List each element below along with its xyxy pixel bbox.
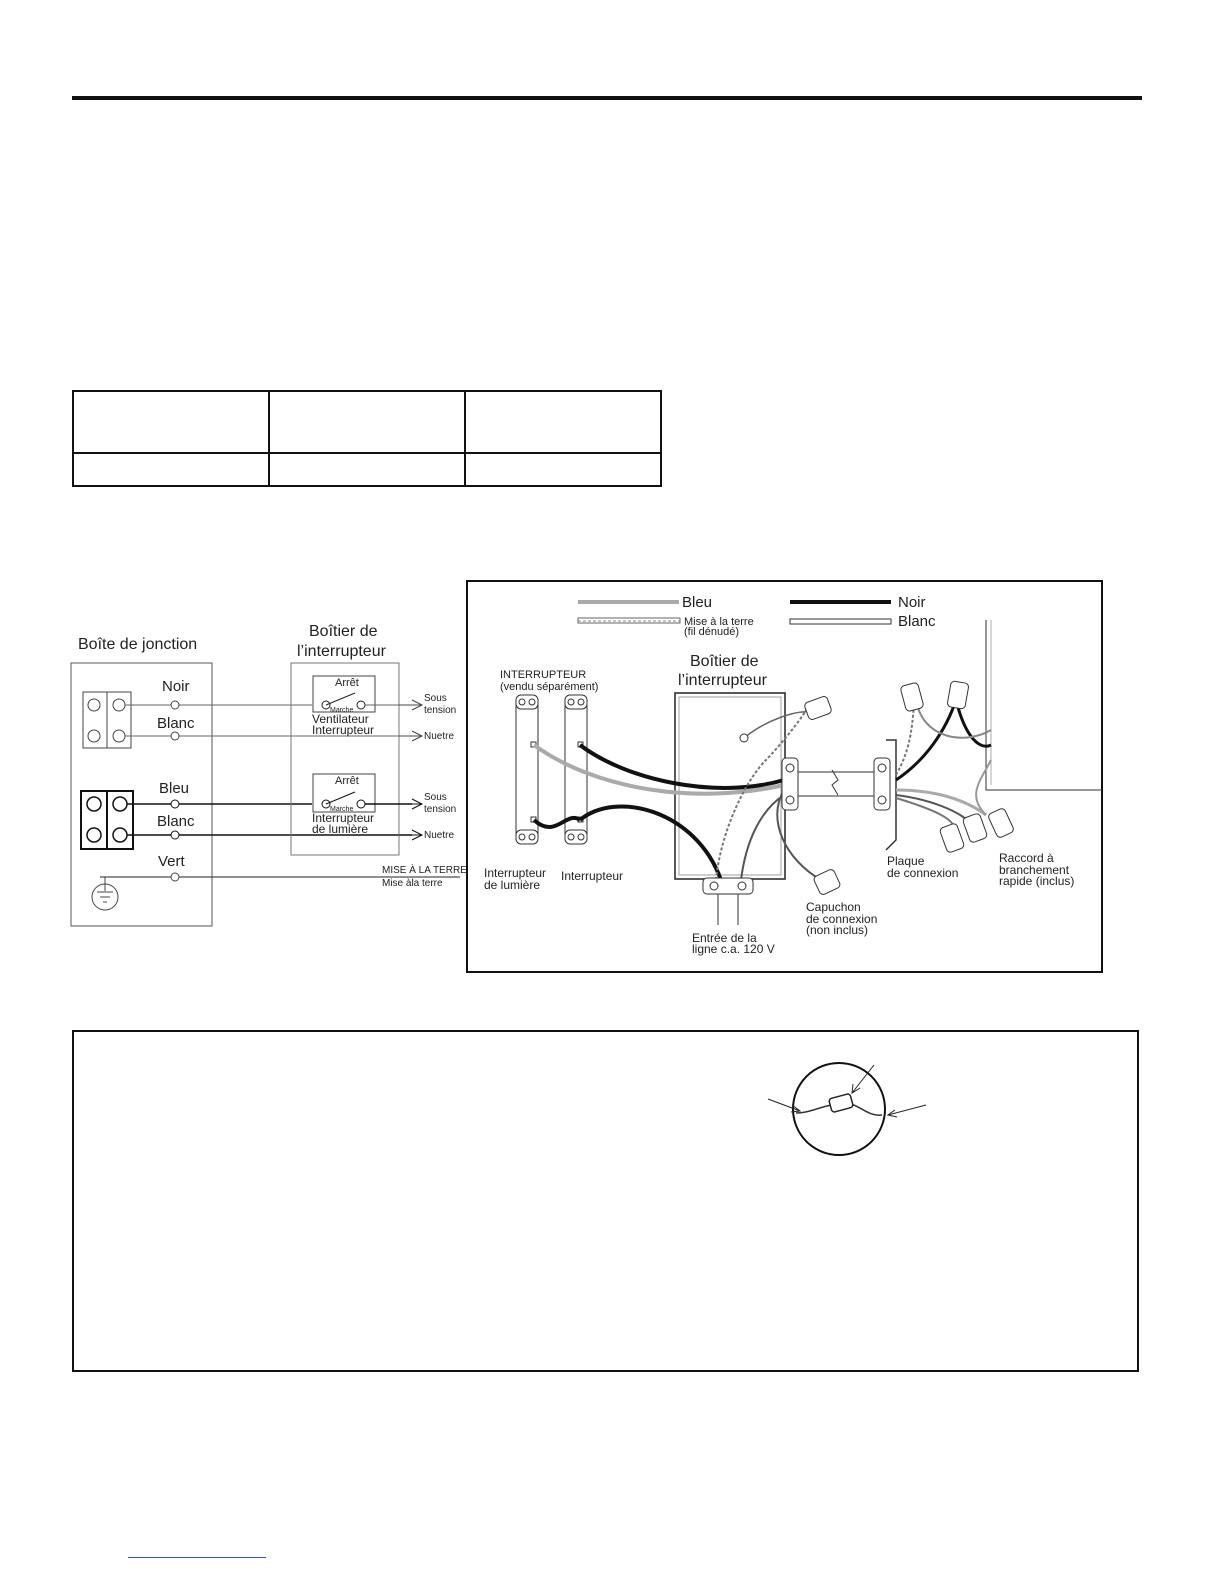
plate-label: de connexion <box>887 866 959 880</box>
wiring-schematic <box>60 615 470 935</box>
light-switch-label: Interrupteur <box>312 811 375 825</box>
wire-nut-icon <box>813 868 841 895</box>
legend-blanc: Blanc <box>898 613 936 630</box>
legend-ground: Mise à la terre <box>684 616 754 628</box>
output-live-label: Sous <box>424 693 447 704</box>
quick-connector-label: Raccord à <box>999 851 1054 865</box>
table-cell <box>73 453 269 486</box>
table-cell <box>465 453 661 486</box>
footer-link-line <box>128 1557 266 1558</box>
switch-box-title: l’interrupteur <box>297 643 386 660</box>
switch-on-label: Marche <box>330 806 354 813</box>
switch-off-label: Arrêt <box>335 775 359 787</box>
table-cell <box>73 391 269 453</box>
cap-label: de connexion <box>806 912 878 926</box>
junction-box-title: Boîte de jonction <box>78 636 198 653</box>
output-live-label: Sous <box>424 792 447 803</box>
switch-on-label: Marche <box>330 707 354 714</box>
output-neutral-label: Nuetre <box>424 731 455 742</box>
legend-ground: (fil dénudé) <box>684 626 740 638</box>
wire-label-blanc: Blanc <box>157 813 195 830</box>
legend-bleu: Bleu <box>682 594 713 611</box>
wire-label-blanc: Blanc <box>157 715 195 732</box>
switch-sold-separately: INTERRUPTEUR <box>500 669 587 681</box>
switch-off-label: Arrêt <box>335 677 359 689</box>
switch-box-title: Boîtier de <box>690 653 759 670</box>
fan-switch-label: Interrupteur <box>312 723 375 737</box>
table-cell <box>465 391 661 453</box>
note-box <box>72 1030 1139 1372</box>
quick-connector-label: branchement <box>999 863 1070 877</box>
wire-label-bleu: Bleu <box>159 780 190 797</box>
cap-label: Capuchon <box>806 900 861 914</box>
wiring-table <box>72 390 662 487</box>
quick-connector-icon <box>900 681 1015 854</box>
fan-switch-label: Ventilateur <box>312 712 369 726</box>
line-input-label: Entrée de la <box>692 931 757 945</box>
header-rule <box>72 96 1142 100</box>
table-cell <box>269 453 465 486</box>
quick-connector-label: rapide (inclus) <box>999 874 1075 888</box>
wire-nut-icon <box>804 695 833 720</box>
cap-label: (non inclus) <box>806 923 869 937</box>
wire-label-vert: Vert <box>158 853 185 870</box>
switch-sold-separately: (vendu séparément) <box>500 681 599 693</box>
legend-noir: Noir <box>898 594 926 611</box>
switch-box-title: l’interrupteur <box>678 672 767 689</box>
output-live-label: tension <box>424 804 457 815</box>
ground-icon <box>92 877 118 910</box>
output-live-label: tension <box>424 705 457 716</box>
table-cell <box>269 391 465 453</box>
ground-label: MISE À LA TERRE <box>382 865 467 876</box>
light-switch-label: Interrupteur <box>484 866 547 880</box>
light-switch-label: de lumière <box>484 878 541 892</box>
switch-box-title: Boîtier de <box>309 623 378 640</box>
connector-detail-illustration <box>764 1057 934 1167</box>
plate-label: Plaque <box>887 854 925 868</box>
wire-label-noir: Noir <box>162 678 190 695</box>
fan-switch-label: Interrupteur <box>561 869 624 883</box>
ground-label: Mise àla terre <box>382 878 443 889</box>
wiring-illustration <box>466 580 1104 974</box>
line-input-label: ligne c.a. 120 V <box>692 942 775 956</box>
light-switch-label: de lumière <box>312 822 369 836</box>
output-neutral-label: Nuetre <box>424 830 455 841</box>
